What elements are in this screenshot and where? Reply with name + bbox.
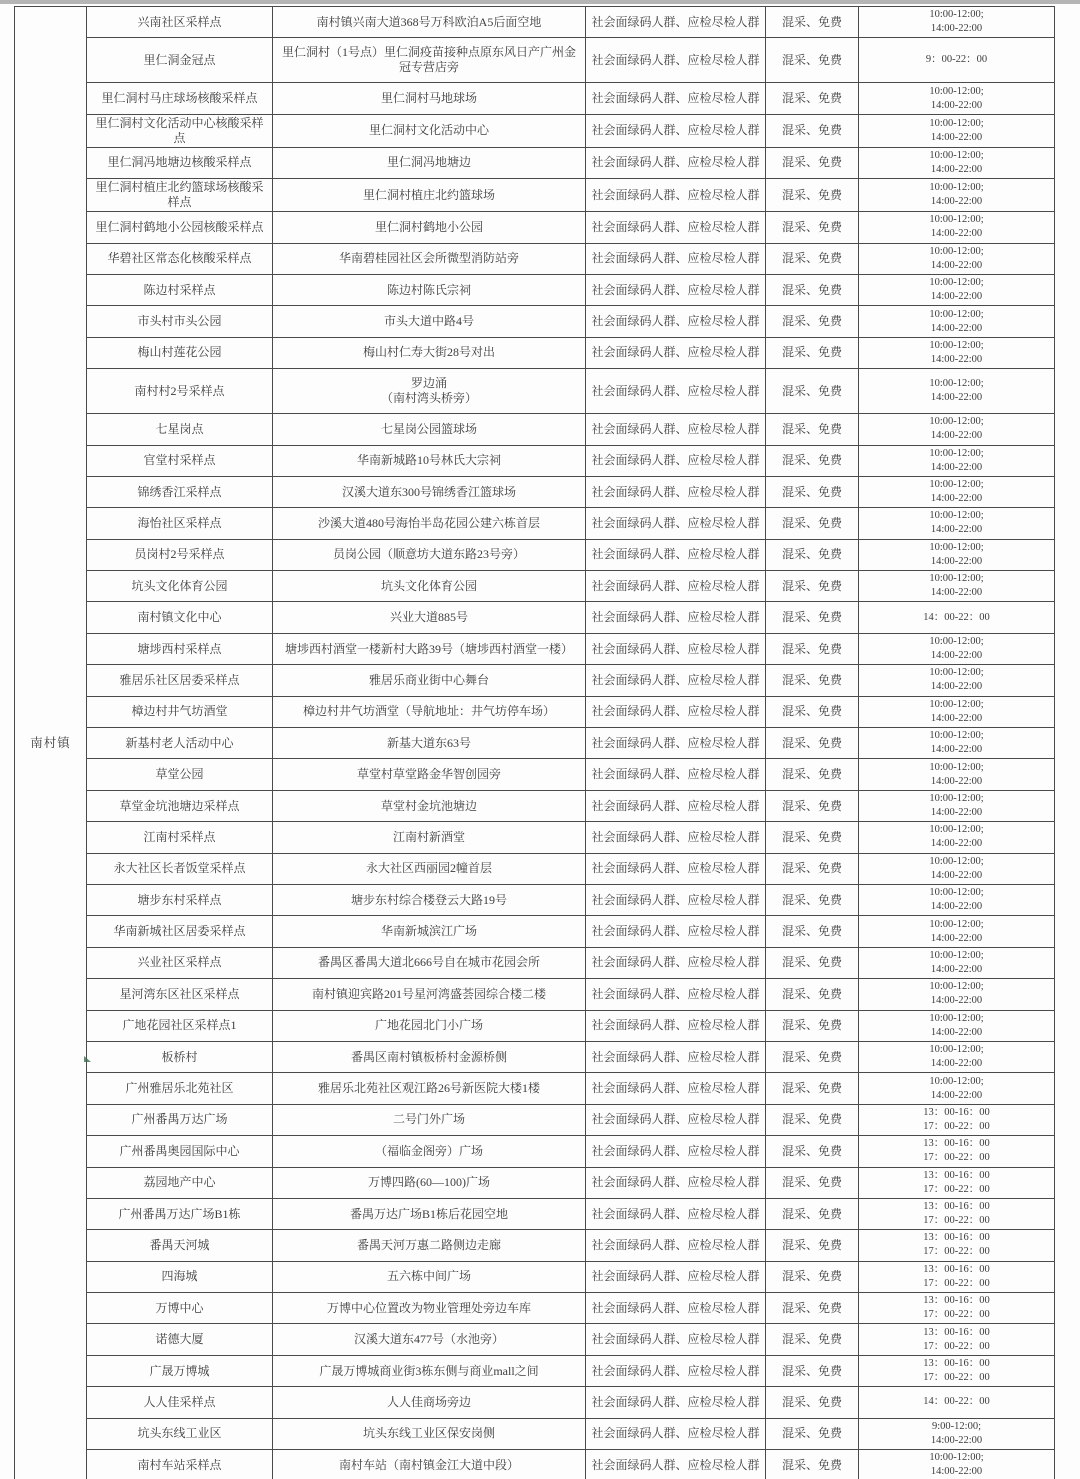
site-name-cell: 广州雅居乐北苑社区 bbox=[87, 1073, 273, 1104]
site-name-cell: 锦绣香江采样点 bbox=[87, 476, 273, 507]
site-name-cell: 草堂金坑池塘边采样点 bbox=[87, 790, 273, 821]
time-cell: 10:00-12:00; 14:00-22:00 bbox=[859, 979, 1055, 1010]
time-cell: 10:00-12:00; 14:00-22:00 bbox=[859, 916, 1055, 947]
address-cell: 五六栋中间广场 bbox=[273, 1261, 586, 1292]
type-cell: 混采、免费 bbox=[766, 947, 859, 978]
table-row bbox=[15, 947, 1055, 978]
site-name-cell: 里仁洞村文化活动中心核酸采样点 bbox=[87, 114, 273, 147]
type-cell: 混采、免费 bbox=[766, 539, 859, 570]
type-cell: 混采、免费 bbox=[766, 696, 859, 727]
table-row bbox=[15, 212, 1055, 243]
address-cell: 兴业大道885号 bbox=[273, 602, 586, 633]
type-cell: 混采、免费 bbox=[766, 414, 859, 445]
address-cell: 南村镇兴南大道368号万科欧泊A5后面空地 bbox=[273, 7, 586, 38]
type-cell: 混采、免费 bbox=[766, 243, 859, 274]
site-name-cell: 陈边村采样点 bbox=[87, 274, 273, 305]
site-name-cell: 南村车站采样点 bbox=[87, 1450, 273, 1479]
site-name-cell: 华南新城社区居委采样点 bbox=[87, 916, 273, 947]
address-cell: 里仁洞村植庄北约篮球场 bbox=[273, 179, 586, 212]
groups-cell: 社会面绿码人群、应检尽检人群 bbox=[586, 1073, 766, 1104]
site-name-cell: 市头村市头公园 bbox=[87, 306, 273, 337]
address-cell: 广地花园北门小广场 bbox=[273, 1010, 586, 1041]
time-cell: 10:00-12:00; 14:00-22:00 bbox=[859, 337, 1055, 368]
site-name-cell: 荔园地产中心 bbox=[87, 1167, 273, 1198]
address-cell: 坑头东线工业区保安岗侧 bbox=[273, 1418, 586, 1449]
address-cell: 草堂村草堂路金华智创园旁 bbox=[273, 759, 586, 790]
time-cell: 10:00-12:00; 14:00-22:00 bbox=[859, 1010, 1055, 1041]
groups-cell: 社会面绿码人群、应检尽检人群 bbox=[586, 1324, 766, 1355]
table-row bbox=[15, 274, 1055, 305]
groups-cell: 社会面绿码人群、应检尽检人群 bbox=[586, 1230, 766, 1261]
type-cell: 混采、免费 bbox=[766, 1293, 859, 1324]
type-cell: 混采、免费 bbox=[766, 1073, 859, 1104]
address-cell: 华南新城滨江广场 bbox=[273, 916, 586, 947]
site-name-cell: 里仁洞村鹤地小公园核酸采样点 bbox=[87, 212, 273, 243]
time-cell: 10:00-12:00; 14:00-22:00 bbox=[859, 539, 1055, 570]
table-row bbox=[15, 243, 1055, 274]
time-cell: 9:00-12:00; 14:00-22:00 bbox=[859, 1418, 1055, 1449]
time-cell: 10:00-12:00; 14:00-22:00 bbox=[859, 633, 1055, 664]
table-row bbox=[15, 1230, 1055, 1261]
groups-cell: 社会面绿码人群、应检尽检人群 bbox=[586, 114, 766, 147]
groups-cell: 社会面绿码人群、应检尽检人群 bbox=[586, 7, 766, 38]
time-cell: 10:00-12:00; 14:00-22:00 bbox=[859, 1450, 1055, 1479]
type-cell: 混采、免费 bbox=[766, 1261, 859, 1292]
table-row bbox=[15, 7, 1055, 38]
site-name-cell: 七星岗点 bbox=[87, 414, 273, 445]
site-name-cell: 兴业社区采样点 bbox=[87, 947, 273, 978]
groups-cell: 社会面绿码人群、应检尽检人群 bbox=[586, 822, 766, 853]
type-cell: 混采、免费 bbox=[766, 728, 859, 759]
groups-cell: 社会面绿码人群、应检尽检人群 bbox=[586, 602, 766, 633]
address-cell: 番禺区番禺大道北666号自在城市花园会所 bbox=[273, 947, 586, 978]
table-row bbox=[15, 1450, 1055, 1479]
table-row bbox=[15, 337, 1055, 368]
address-cell: 七星岗公园篮球场 bbox=[273, 414, 586, 445]
time-cell: 9：00-22：00 bbox=[859, 38, 1055, 83]
type-cell: 混采、免费 bbox=[766, 916, 859, 947]
type-cell: 混采、免费 bbox=[766, 508, 859, 539]
type-cell: 混采、免费 bbox=[766, 83, 859, 114]
groups-cell: 社会面绿码人群、应检尽检人群 bbox=[586, 1293, 766, 1324]
time-cell: 10:00-12:00; 14:00-22:00 bbox=[859, 665, 1055, 696]
address-cell: 里仁洞冯地塘边 bbox=[273, 147, 586, 178]
groups-cell: 社会面绿码人群、应检尽检人群 bbox=[586, 884, 766, 915]
address-cell: 华南碧桂园社区会所微型消防站旁 bbox=[273, 243, 586, 274]
time-cell: 10:00-12:00; 14:00-22:00 bbox=[859, 274, 1055, 305]
address-cell: 番禺区南村镇板桥村金源桥侧 bbox=[273, 1041, 586, 1072]
groups-cell: 社会面绿码人群、应检尽检人群 bbox=[586, 1450, 766, 1479]
groups-cell: 社会面绿码人群、应检尽检人群 bbox=[586, 1261, 766, 1292]
time-cell: 13：00-16：00 17：00-22：00 bbox=[859, 1104, 1055, 1135]
type-cell: 混采、免费 bbox=[766, 114, 859, 147]
address-cell: 坑头文化体育公园 bbox=[273, 571, 586, 602]
table-row bbox=[15, 728, 1055, 759]
table-row bbox=[15, 445, 1055, 476]
address-cell: 二号门外广场 bbox=[273, 1104, 586, 1135]
address-cell: 樟边村井气坊酒堂（导航地址：井气坊停车场） bbox=[273, 696, 586, 727]
site-name-cell: 里仁洞冯地塘边核酸采样点 bbox=[87, 147, 273, 178]
type-cell: 混采、免费 bbox=[766, 1387, 859, 1418]
table-row bbox=[15, 916, 1055, 947]
type-cell: 混采、免费 bbox=[766, 337, 859, 368]
site-name-cell: 永大社区长者饭堂采样点 bbox=[87, 853, 273, 884]
site-name-cell: 草堂公园 bbox=[87, 759, 273, 790]
address-cell: 陈边村陈氏宗祠 bbox=[273, 274, 586, 305]
table-row bbox=[15, 1167, 1055, 1198]
type-cell: 混采、免费 bbox=[766, 633, 859, 664]
time-cell: 10:00-12:00; 14:00-22:00 bbox=[859, 147, 1055, 178]
time-cell: 10:00-12:00; 14:00-22:00 bbox=[859, 853, 1055, 884]
type-cell: 混采、免费 bbox=[766, 1104, 859, 1135]
address-cell: 广晟万博城商业街3栋东侧与商业mall之间 bbox=[273, 1355, 586, 1386]
groups-cell: 社会面绿码人群、应检尽检人群 bbox=[586, 179, 766, 212]
groups-cell: 社会面绿码人群、应检尽检人群 bbox=[586, 476, 766, 507]
address-cell: 员岗公园（顺意坊大道东路23号旁） bbox=[273, 539, 586, 570]
address-cell: 里仁洞村文化活动中心 bbox=[273, 114, 586, 147]
site-name-cell: 塘步东村采样点 bbox=[87, 884, 273, 915]
site-name-cell: 兴南社区采样点 bbox=[87, 7, 273, 38]
groups-cell: 社会面绿码人群、应检尽检人群 bbox=[586, 147, 766, 178]
type-cell: 混采、免费 bbox=[766, 306, 859, 337]
type-cell: 混采、免费 bbox=[766, 1041, 859, 1072]
groups-cell: 社会面绿码人群、应检尽检人群 bbox=[586, 274, 766, 305]
table-row bbox=[15, 1418, 1055, 1449]
table-row bbox=[15, 1136, 1055, 1167]
time-cell: 10:00-12:00; 14:00-22:00 bbox=[859, 1073, 1055, 1104]
site-name-cell: 坑头东线工业区 bbox=[87, 1418, 273, 1449]
time-cell: 10:00-12:00; 14:00-22:00 bbox=[859, 83, 1055, 114]
time-cell: 10:00-12:00; 14:00-22:00 bbox=[859, 728, 1055, 759]
town-label-cell: 南村镇 bbox=[15, 7, 87, 1479]
site-name-cell: 塘埗西村采样点 bbox=[87, 633, 273, 664]
site-name-cell: 广州番禺万达广场 bbox=[87, 1104, 273, 1135]
time-cell: 10:00-12:00; 14:00-22:00 bbox=[859, 369, 1055, 414]
address-cell: 南村镇迎宾路201号星河湾盛荟园综合楼二楼 bbox=[273, 979, 586, 1010]
time-cell: 13：00-16：00 17：00-22：00 bbox=[859, 1198, 1055, 1229]
table-row bbox=[15, 1041, 1055, 1072]
groups-cell: 社会面绿码人群、应检尽检人群 bbox=[586, 369, 766, 414]
type-cell: 混采、免费 bbox=[766, 1198, 859, 1229]
groups-cell: 社会面绿码人群、应检尽检人群 bbox=[586, 1418, 766, 1449]
groups-cell: 社会面绿码人群、应检尽检人群 bbox=[586, 665, 766, 696]
site-name-cell: 员岗村2号采样点 bbox=[87, 539, 273, 570]
table-row bbox=[15, 179, 1055, 212]
groups-cell: 社会面绿码人群、应检尽检人群 bbox=[586, 1198, 766, 1229]
table-row bbox=[15, 696, 1055, 727]
table-row bbox=[15, 83, 1055, 114]
time-cell: 10:00-12:00; 14:00-22:00 bbox=[859, 179, 1055, 212]
time-cell: 13：00-16：00 17：00-22：00 bbox=[859, 1324, 1055, 1355]
time-cell: 10:00-12:00; 14:00-22:00 bbox=[859, 947, 1055, 978]
time-cell: 10:00-12:00; 14:00-22:00 bbox=[859, 306, 1055, 337]
table-row bbox=[15, 979, 1055, 1010]
table-row bbox=[15, 884, 1055, 915]
address-cell: 汉溪大道东477号（水池旁） bbox=[273, 1324, 586, 1355]
time-cell: 13：00-16：00 17：00-22：00 bbox=[859, 1167, 1055, 1198]
groups-cell: 社会面绿码人群、应检尽检人群 bbox=[586, 728, 766, 759]
type-cell: 混采、免费 bbox=[766, 1230, 859, 1261]
site-name-cell: 诺德大厦 bbox=[87, 1324, 273, 1355]
groups-cell: 社会面绿码人群、应检尽检人群 bbox=[586, 337, 766, 368]
type-cell: 混采、免费 bbox=[766, 1450, 859, 1479]
groups-cell: 社会面绿码人群、应检尽检人群 bbox=[586, 38, 766, 83]
groups-cell: 社会面绿码人群、应检尽检人群 bbox=[586, 1355, 766, 1386]
groups-cell: 社会面绿码人群、应检尽检人群 bbox=[586, 947, 766, 978]
address-cell: 南村车站（南村镇金江大道中段） bbox=[273, 1450, 586, 1479]
address-cell: 万博中心位置改为物业管理处旁边车库 bbox=[273, 1293, 586, 1324]
time-cell: 13：00-16：00 17：00-22：00 bbox=[859, 1355, 1055, 1386]
groups-cell: 社会面绿码人群、应检尽检人群 bbox=[586, 445, 766, 476]
table-row bbox=[15, 1261, 1055, 1292]
address-cell: 永大社区西丽园2幢首层 bbox=[273, 853, 586, 884]
time-cell: 10:00-12:00; 14:00-22:00 bbox=[859, 696, 1055, 727]
type-cell: 混采、免费 bbox=[766, 476, 859, 507]
groups-cell: 社会面绿码人群、应检尽检人群 bbox=[586, 1136, 766, 1167]
type-cell: 混采、免费 bbox=[766, 979, 859, 1010]
site-name-cell: 南村村2号采样点 bbox=[87, 369, 273, 414]
address-cell: 雅居乐北苑社区观江路26号新医院大楼1楼 bbox=[273, 1073, 586, 1104]
address-cell: 江南村新酒堂 bbox=[273, 822, 586, 853]
groups-cell: 社会面绿码人群、应检尽检人群 bbox=[586, 83, 766, 114]
type-cell: 混采、免费 bbox=[766, 665, 859, 696]
time-cell: 10:00-12:00; 14:00-22:00 bbox=[859, 243, 1055, 274]
type-cell: 混采、免费 bbox=[766, 759, 859, 790]
address-cell: 罗边涌 （南村湾头桥旁） bbox=[273, 369, 586, 414]
time-cell: 10:00-12:00; 14:00-22:00 bbox=[859, 7, 1055, 38]
site-name-cell: 万博中心 bbox=[87, 1293, 273, 1324]
site-name-cell: 南村镇文化中心 bbox=[87, 602, 273, 633]
address-cell: 市头大道中路4号 bbox=[273, 306, 586, 337]
address-cell: 梅山村仁寿大街28号对出 bbox=[273, 337, 586, 368]
type-cell: 混采、免费 bbox=[766, 822, 859, 853]
groups-cell: 社会面绿码人群、应检尽检人群 bbox=[586, 1041, 766, 1072]
address-cell: 里仁洞村（1号点）里仁洞疫苗接种点原东风日产广州金冠专营店旁 bbox=[273, 38, 586, 83]
time-cell: 10:00-12:00; 14:00-22:00 bbox=[859, 822, 1055, 853]
site-name-cell: 樟边村井气坊酒堂 bbox=[87, 696, 273, 727]
time-cell: 10:00-12:00; 14:00-22:00 bbox=[859, 414, 1055, 445]
time-cell: 10:00-12:00; 14:00-22:00 bbox=[859, 571, 1055, 602]
site-name-cell: 广州番禺万达广场B1栋 bbox=[87, 1198, 273, 1229]
table-row bbox=[15, 369, 1055, 414]
groups-cell: 社会面绿码人群、应检尽检人群 bbox=[586, 633, 766, 664]
table-row bbox=[15, 633, 1055, 664]
address-cell: 万博四路(60—100)广场 bbox=[273, 1167, 586, 1198]
type-cell: 混采、免费 bbox=[766, 884, 859, 915]
time-cell: 14：00-22：00 bbox=[859, 1387, 1055, 1418]
address-cell: （福临金阁旁）广场 bbox=[273, 1136, 586, 1167]
type-cell: 混采、免费 bbox=[766, 571, 859, 602]
groups-cell: 社会面绿码人群、应检尽检人群 bbox=[586, 571, 766, 602]
site-name-cell: 梅山村莲花公园 bbox=[87, 337, 273, 368]
address-cell: 草堂村金坑池塘边 bbox=[273, 790, 586, 821]
time-cell: 10:00-12:00; 14:00-22:00 bbox=[859, 1041, 1055, 1072]
table-row bbox=[15, 1387, 1055, 1418]
address-cell: 塘步东村综合楼登云大路19号 bbox=[273, 884, 586, 915]
time-cell: 10:00-12:00; 14:00-22:00 bbox=[859, 790, 1055, 821]
type-cell: 混采、免费 bbox=[766, 179, 859, 212]
site-name-cell: 里仁洞村马庄球场核酸采样点 bbox=[87, 83, 273, 114]
site-name-cell: 坑头文化体育公园 bbox=[87, 571, 273, 602]
address-cell: 里仁洞村马地球场 bbox=[273, 83, 586, 114]
table-row bbox=[15, 414, 1055, 445]
table-row bbox=[15, 114, 1055, 147]
table-row bbox=[15, 476, 1055, 507]
time-cell: 13：00-16：00 17：00-22：00 bbox=[859, 1261, 1055, 1292]
time-cell: 13：00-16：00 17：00-22：00 bbox=[859, 1230, 1055, 1261]
table-row bbox=[15, 853, 1055, 884]
cropped-row-edge bbox=[0, 0, 1080, 4]
address-cell: 沙溪大道480号海怡半岛花园公建六栋首层 bbox=[273, 508, 586, 539]
groups-cell: 社会面绿码人群、应检尽检人群 bbox=[586, 539, 766, 570]
table-row bbox=[15, 1010, 1055, 1041]
type-cell: 混采、免费 bbox=[766, 1010, 859, 1041]
table-body bbox=[15, 7, 1055, 1479]
groups-cell: 社会面绿码人群、应检尽检人群 bbox=[586, 696, 766, 727]
sampling-sites-table bbox=[14, 6, 1055, 1479]
table-row bbox=[15, 790, 1055, 821]
table-row bbox=[15, 1293, 1055, 1324]
address-cell: 塘埗西村酒堂一楼新村大路39号（塘埗西村酒堂一楼） bbox=[273, 633, 586, 664]
site-name-cell: 番禺天河城 bbox=[87, 1230, 273, 1261]
type-cell: 混采、免费 bbox=[766, 602, 859, 633]
groups-cell: 社会面绿码人群、应检尽检人群 bbox=[586, 1010, 766, 1041]
groups-cell: 社会面绿码人群、应检尽检人群 bbox=[586, 853, 766, 884]
table-row bbox=[15, 759, 1055, 790]
table-row bbox=[15, 822, 1055, 853]
table-row bbox=[15, 508, 1055, 539]
site-name-cell: 华碧社区常态化核酸采样点 bbox=[87, 243, 273, 274]
type-cell: 混采、免费 bbox=[766, 212, 859, 243]
type-cell: 混采、免费 bbox=[766, 853, 859, 884]
site-name-cell: 板桥村 bbox=[87, 1041, 273, 1072]
site-name-cell: 广地花园社区采样点1 bbox=[87, 1010, 273, 1041]
groups-cell: 社会面绿码人群、应检尽检人群 bbox=[586, 916, 766, 947]
table-row bbox=[15, 539, 1055, 570]
groups-cell: 社会面绿码人群、应检尽检人群 bbox=[586, 1167, 766, 1198]
table-row bbox=[15, 306, 1055, 337]
groups-cell: 社会面绿码人群、应检尽检人群 bbox=[586, 790, 766, 821]
time-cell: 13：00-16：00 17：00-22：00 bbox=[859, 1136, 1055, 1167]
type-cell: 混采、免费 bbox=[766, 7, 859, 38]
time-cell: 10:00-12:00; 14:00-22:00 bbox=[859, 476, 1055, 507]
time-cell: 10:00-12:00; 14:00-22:00 bbox=[859, 884, 1055, 915]
table-row bbox=[15, 1073, 1055, 1104]
address-cell: 汉溪大道东300号锦绣香江篮球场 bbox=[273, 476, 586, 507]
time-cell: 10:00-12:00; 14:00-22:00 bbox=[859, 114, 1055, 147]
table-row bbox=[15, 1104, 1055, 1135]
groups-cell: 社会面绿码人群、应检尽检人群 bbox=[586, 243, 766, 274]
address-cell: 新基大道东63号 bbox=[273, 728, 586, 759]
time-cell: 10:00-12:00; 14:00-22:00 bbox=[859, 508, 1055, 539]
site-name-cell: 人人佳采样点 bbox=[87, 1387, 273, 1418]
table-row bbox=[15, 602, 1055, 633]
address-cell: 里仁洞村鹤地小公园 bbox=[273, 212, 586, 243]
type-cell: 混采、免费 bbox=[766, 1418, 859, 1449]
table-row bbox=[15, 1324, 1055, 1355]
site-name-cell: 四海城 bbox=[87, 1261, 273, 1292]
site-name-cell: 星河湾东区社区采样点 bbox=[87, 979, 273, 1010]
address-cell: 华南新城路10号林氏大宗祠 bbox=[273, 445, 586, 476]
time-cell: 10:00-12:00; 14:00-22:00 bbox=[859, 445, 1055, 476]
address-cell: 番禺天河万惠二路侧边走廊 bbox=[273, 1230, 586, 1261]
type-cell: 混采、免费 bbox=[766, 147, 859, 178]
groups-cell: 社会面绿码人群、应检尽检人群 bbox=[586, 759, 766, 790]
site-name-cell: 雅居乐社区居委采样点 bbox=[87, 665, 273, 696]
type-cell: 混采、免费 bbox=[766, 1167, 859, 1198]
site-name-cell: 里仁洞金冠点 bbox=[87, 38, 273, 83]
time-cell: 10:00-12:00; 14:00-22:00 bbox=[859, 212, 1055, 243]
groups-cell: 社会面绿码人群、应检尽检人群 bbox=[586, 979, 766, 1010]
groups-cell: 社会面绿码人群、应检尽检人群 bbox=[586, 1387, 766, 1418]
table-row bbox=[15, 147, 1055, 178]
time-cell: 14：00-22：00 bbox=[859, 602, 1055, 633]
table-row bbox=[15, 1198, 1055, 1229]
type-cell: 混采、免费 bbox=[766, 1324, 859, 1355]
site-name-cell: 新基村老人活动中心 bbox=[87, 728, 273, 759]
site-name-cell: 里仁洞村植庄北约篮球场核酸采样点 bbox=[87, 179, 273, 212]
site-name-cell: 广晟万博城 bbox=[87, 1355, 273, 1386]
type-cell: 混采、免费 bbox=[766, 274, 859, 305]
address-cell: 雅居乐商业街中心舞台 bbox=[273, 665, 586, 696]
groups-cell: 社会面绿码人群、应检尽检人群 bbox=[586, 1104, 766, 1135]
type-cell: 混采、免费 bbox=[766, 1355, 859, 1386]
type-cell: 混采、免费 bbox=[766, 790, 859, 821]
table-row bbox=[15, 571, 1055, 602]
address-cell: 人人佳商场旁边 bbox=[273, 1387, 586, 1418]
time-cell: 10:00-12:00; 14:00-22:00 bbox=[859, 759, 1055, 790]
table-row bbox=[15, 38, 1055, 83]
table-row bbox=[15, 1355, 1055, 1386]
type-cell: 混采、免费 bbox=[766, 445, 859, 476]
site-name-cell: 官堂村采样点 bbox=[87, 445, 273, 476]
site-name-cell: 江南村采样点 bbox=[87, 822, 273, 853]
type-cell: 混采、免费 bbox=[766, 1136, 859, 1167]
site-name-cell: 广州番禺奥园国际中心 bbox=[87, 1136, 273, 1167]
type-cell: 混采、免费 bbox=[766, 38, 859, 83]
address-cell: 番禺万达广场B1栋后花园空地 bbox=[273, 1198, 586, 1229]
site-name-cell: 海怡社区采样点 bbox=[87, 508, 273, 539]
table-row bbox=[15, 665, 1055, 696]
groups-cell: 社会面绿码人群、应检尽检人群 bbox=[586, 508, 766, 539]
groups-cell: 社会面绿码人群、应检尽检人群 bbox=[586, 306, 766, 337]
groups-cell: 社会面绿码人群、应检尽检人群 bbox=[586, 414, 766, 445]
time-cell: 13：00-16：00 17：00-22：00 bbox=[859, 1293, 1055, 1324]
type-cell: 混采、免费 bbox=[766, 369, 859, 414]
groups-cell: 社会面绿码人群、应检尽检人群 bbox=[586, 212, 766, 243]
